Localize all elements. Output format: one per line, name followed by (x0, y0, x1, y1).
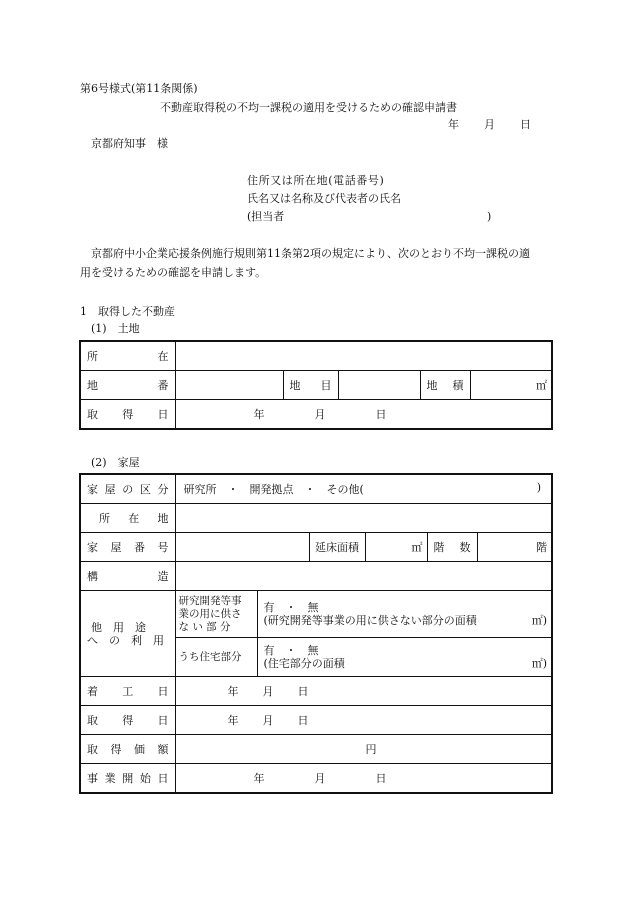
other-use-line-2: へ の 利 用 (87, 633, 164, 647)
building-classification-label: 家屋の区分 (80, 474, 175, 504)
date-month-label: 月 (484, 118, 495, 131)
building-classification-close: ) (536, 481, 541, 494)
acquisition-price-label: 取得価額 (80, 735, 175, 764)
applicant-address-label: 住所又は所在地(電話番号) (247, 174, 385, 187)
land-category-field[interactable] (338, 371, 420, 400)
other-use-label (80, 591, 175, 677)
business-year-label: 年 (253, 772, 265, 785)
land-acquisition-date-label: 取得日 (80, 400, 175, 430)
land-location-label: 所在 (80, 341, 175, 371)
land-location-row (80, 341, 552, 371)
acquisition-price-field[interactable] (175, 735, 552, 764)
floors-label: 階数 (427, 533, 477, 562)
residential-yes-no[interactable]: 有 ・ 無 (263, 644, 319, 657)
floors-field[interactable] (477, 533, 552, 562)
other-use-row-1 (80, 591, 552, 638)
building-table (79, 473, 553, 794)
land-area-unit: ㎡ (536, 379, 548, 392)
form-title: 不動産取得税の不均一課税の適用を受けるための確認申請書 (160, 101, 457, 114)
land-month-label: 月 (314, 408, 326, 421)
building-classification-field[interactable] (175, 474, 552, 504)
building-acquisition-date-field[interactable] (175, 706, 552, 735)
date-day-label: 日 (520, 118, 531, 131)
rd-unused-yes-no[interactable]: 有 ・ 無 (263, 601, 319, 614)
body-line-1: 京都府中小企業応援条例施行規則第11条第2項の規定により、次のとおり不均一課税の適 (91, 247, 530, 260)
land-lot-row (80, 371, 552, 400)
building-classification-options: 研究所 ・ 開発拠点 ・ その他( (183, 483, 364, 496)
rd-unused-area-label: (研究開発等事業の用に供さない部分の面積 (263, 614, 477, 627)
land-acquisition-row (80, 400, 552, 430)
section-heading: 1 取得した不動産 (80, 305, 175, 318)
floor-area-label: 延床面積 (309, 533, 365, 562)
contact-person-close: ) (487, 210, 492, 223)
building-acquisition-row (80, 706, 552, 735)
building-number-row (80, 533, 552, 562)
building-location-row (80, 504, 552, 533)
rd-unused-area-close: ㎡) (531, 614, 547, 627)
land-table (79, 340, 553, 430)
contact-person-label: (担当者 (247, 210, 285, 223)
yen-label: 円 (365, 743, 377, 756)
acquisition-month-label: 月 (262, 714, 274, 727)
construction-start-row (80, 677, 552, 706)
business-month-label: 月 (314, 772, 326, 785)
construction-start-label: 着工日 (80, 677, 175, 706)
residential-area-close: ㎡) (531, 657, 547, 670)
business-start-label: 事業開始日 (80, 764, 175, 794)
acquisition-year-label: 年 (227, 714, 239, 727)
date-year-label: 年 (448, 118, 459, 131)
house-number-label: 家屋番号 (80, 533, 175, 562)
form-number: 第6号様式(第11条関係) (80, 82, 198, 95)
business-day-label: 日 (375, 772, 387, 785)
floors-unit: 階 (536, 541, 547, 554)
residential-field[interactable] (257, 638, 552, 677)
applicant-name-label: 氏名又は名称及び代表者の氏名 (247, 192, 401, 205)
residential-label: うち住宅部分 (175, 638, 257, 677)
residential-area-label: (住宅部分の面積 (263, 657, 345, 670)
house-number-field[interactable] (175, 533, 309, 562)
building-structure-row (80, 562, 552, 591)
land-area-field[interactable] (470, 371, 552, 400)
acquisition-day-label: 日 (297, 714, 309, 727)
subsection-building: (2) 家屋 (91, 456, 140, 469)
construction-year-label: 年 (227, 685, 239, 698)
other-use-line-1: 他 用 途 (91, 620, 146, 634)
business-start-field[interactable] (175, 764, 552, 794)
land-lot-number-field[interactable] (175, 371, 283, 400)
land-year-label: 年 (253, 408, 265, 421)
structure-field[interactable] (175, 562, 552, 591)
business-start-row (80, 764, 552, 794)
land-acquisition-date-field[interactable] (175, 400, 552, 430)
land-day-label: 日 (375, 408, 387, 421)
land-lot-number-label: 地番 (80, 371, 175, 400)
structure-label: 構造 (80, 562, 175, 591)
land-category-label: 地目 (283, 371, 338, 400)
floor-area-field[interactable] (365, 533, 427, 562)
acquisition-price-row (80, 735, 552, 764)
building-acquisition-date-label: 取得日 (80, 706, 175, 735)
rd-unused-line-2: 業の用に供さ (178, 607, 242, 620)
construction-month-label: 月 (262, 685, 274, 698)
land-location-field[interactable] (175, 341, 552, 371)
rd-unused-line-1: 研究開発等事 (178, 594, 242, 607)
body-line-2: 用を受けるための確認を申請します。 (80, 266, 267, 279)
subsection-land: (1) 土地 (91, 322, 140, 335)
land-area-label: 地積 (420, 371, 470, 400)
addressee: 京都府知事 様 (91, 137, 168, 150)
rd-unused-line-3: な い 部 分 (178, 620, 231, 633)
floor-area-unit: ㎡ (411, 541, 423, 554)
building-classification-row (80, 474, 552, 504)
construction-start-field[interactable] (175, 677, 552, 706)
rd-unused-label (175, 591, 257, 638)
building-location-field[interactable] (175, 504, 552, 533)
rd-unused-field[interactable] (257, 591, 552, 638)
construction-day-label: 日 (297, 685, 309, 698)
building-location-label: 所在地 (80, 504, 175, 533)
